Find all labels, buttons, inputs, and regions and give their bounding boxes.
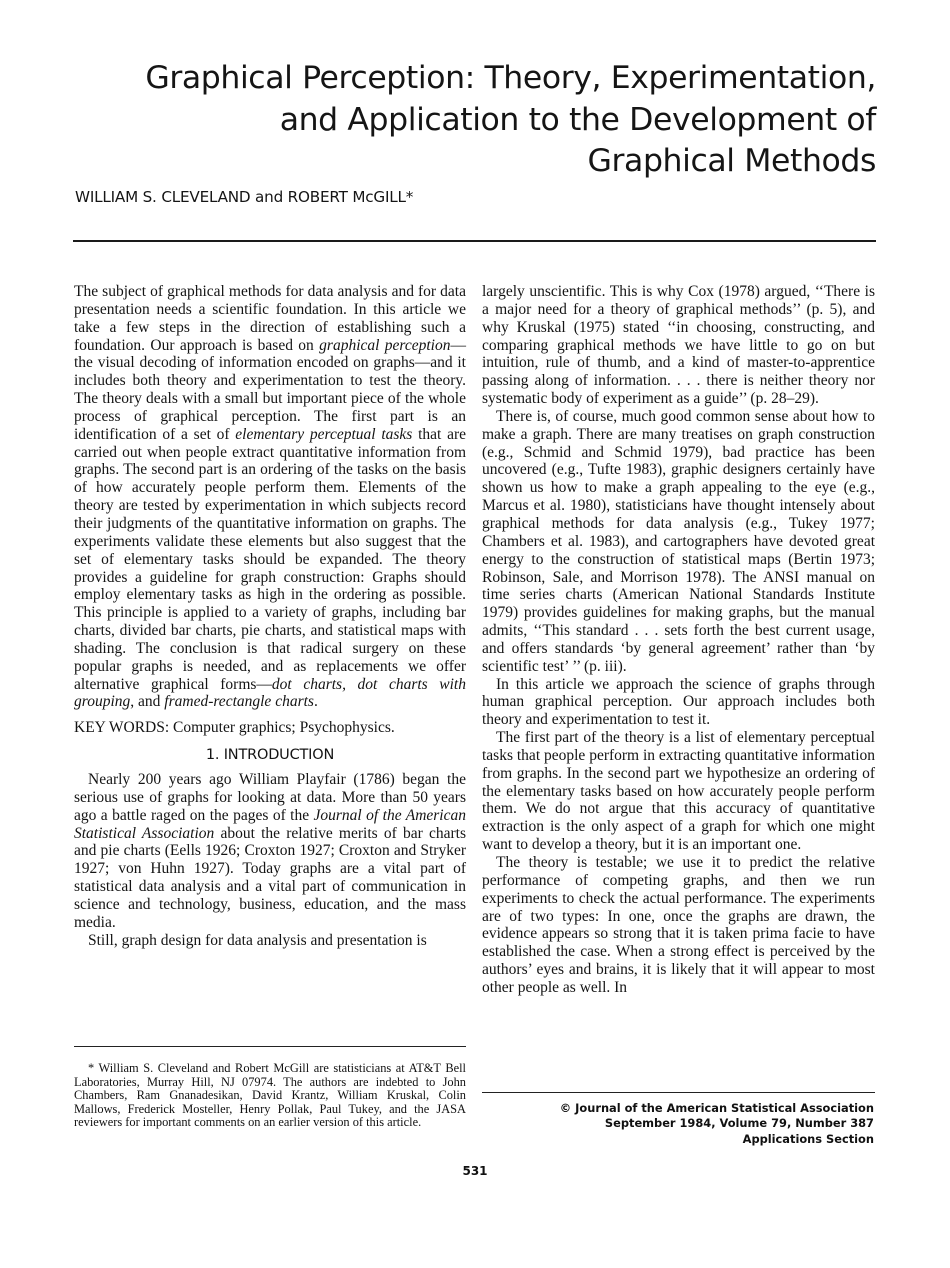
- title-line-3: Graphical Methods: [587, 143, 876, 179]
- journal-rule: [482, 1092, 875, 1093]
- footnote-rule: [74, 1046, 466, 1047]
- intro-paragraph-1: Nearly 200 years ago William Playfair (1786) began the serious use of graphs for looking at data. More than 50 years ago a battle raged on the pages of the Journal of the American Statistical Association about the relative merits of bar charts and pie charts (Eells 1926; Croxton 1927; Croxton and Stryker 1927; von Huhn 1927). Today graphs are a vital part of statistical data analysis and a vital part of communication in science and technology, business, education, and the mass media.: [74, 771, 466, 931]
- right-paragraph-4: The theory is testable; we use it to predict the relative performance of competing graphs, and then we run experiments to check the actual performance. The experiments are of two types: In one, once the graphs are drawn, the evidence appears so strong that it is taken prima facie to have established the case. When a strong effect is perceived by the authors’ eyes and brains, it is likely that it will appear to most other people as well. In: [482, 854, 875, 996]
- section-heading-introduction: 1. INTRODUCTION: [205, 747, 335, 764]
- right-paragraph-0: largely unscientific. This is why Cox (1978) argued, ‘‘There is a major need for a theory of graphical methods’’ (p. 5), and why Kruskal (1975) stated ‘‘in choosing, constructing, and comparing graphical methods we have little to go on but intuition, rule of thumb, and a kind of master-to-apprentice passing along of information. . . . there is neither theory nor systematic body of experiment as a guide’’ (p. 28–29).: [482, 283, 875, 408]
- journal-citation: [481, 1101, 874, 1147]
- keywords: KEY WORDS: Computer graphics; Psychophysics.: [74, 719, 395, 737]
- page-number: 531: [462, 1164, 488, 1178]
- right-paragraph-1: There is, of course, much good common sense about how to make a graph. There are many treatises on graph construction (e.g., Schmid and Schmid 1979), bad practice has been uncovered (e.g., Tufte 1983), graphic designers certainly have shown us how to make a graph appealing to the eye (e.g., Marcus et al. 1980), statisticians have thought intensely about graphical methods for data analysis (e.g., Tukey 1977; Chambers et al. 1983), and cartographers have devoted great energy to the construction of statistical maps (Bertin 1973; Robinson, Sale, and Morrison 1978). The ANSI manual on time series charts (American National Standards Institute 1979) provides guidelines for making graphs, but the manual admits, ‘‘This standard . . . sets forth the best current usage, and offers standards ‘by general agreement’ rather than ‘by scientific test’ ’’ (p. iii).: [482, 407, 875, 675]
- journal-line-1: © Journal of the American Statistical Association: [559, 1101, 874, 1115]
- emphasis-elementary-tasks: elementary perceptual tasks: [235, 425, 413, 443]
- title-line-2: and Application to the Development of: [279, 101, 876, 138]
- header-rule: [73, 240, 876, 242]
- left-column: [74, 283, 466, 950]
- right-column: [482, 283, 875, 997]
- right-paragraph-3: The first part of the theory is a list of elementary perceptual tasks that people perform in extracting quantitative information from graphs. In the second part we hypothesize an ordering of the elementary tasks based on how accurately people perform them. We do not argue that this accuracy of quantitative extraction is the only aspect of a graph for which one might want to develop a theory, but it is an important one.: [482, 729, 875, 854]
- abstract-paragraph: The subject of graphical methods for data analysis and for data presentation needs a scientific foundation. In this article we take a few steps in the direction of establishing such a foundation. Our approach is based on graphical perception—the visual decoding of information encoded on graphs—and it includes both theory and experimentation to test the theory. The theory deals with a small but important piece of the whole process of graphical perception. The first part is an identification of a set of elementary perceptual tasks that are carried out when people extract quantitative information from graphs. The second part is an ordering of the tasks on the basis of how accurately people perform them. Elements of the theory are tested by experimentation in which subjects record their judgments of the quantitative information on graphs. The experiments validate these elements but also suggest that the set of elementary tasks should be expanded. The theory provides a guideline for graph construction: Graphs should employ elementary tasks as high in the ordering as possible. This principle is applied to a variety of graphs, including bar charts, divided bar charts, pie charts, and statistical maps with shading. The conclusion is that radical surgery on these popular graphs is needed, and as replacements we offer alternative graphical forms—dot charts, dot charts with grouping, and framed-rectangle charts.: [74, 283, 466, 711]
- authors-byline: WILLIAM S. CLEVELAND and ROBERT McGILL*: [75, 188, 414, 206]
- intro-paragraph-2: Still, graph design for data analysis and presentation is: [88, 931, 427, 949]
- journal-line-3: Applications Section: [742, 1131, 874, 1146]
- title-line-1: Graphical Perception: Theory, Experimentation,: [145, 60, 876, 96]
- footnote-text: * William S. Cleveland and Robert McGill are statisticians at AT&T Bell Laboratories, Murray Hill, NJ 07974. The authors are indebted to John Chambers, Ram Gnanadesikan, David Krantz, William Kruskal, Colin Mallows, Frederick Mosteller, Henry Pollak, Paul Tukey, and the JASA reviewers for important comments on an earlier version of this article.: [74, 1061, 466, 1130]
- article-title: [76, 58, 876, 183]
- author-footnote: [74, 1062, 466, 1130]
- emphasis-framed-rectangle: framed-rectangle charts: [164, 693, 314, 711]
- emphasis-graphical-perception: graphical perception: [319, 336, 451, 354]
- emphasis-journal-name: Journal of the American Statistical Association: [74, 806, 466, 842]
- right-paragraph-2: In this article we approach the science of graphs through human graphical perception. Our approach includes both theory and experimentation to test it.: [482, 675, 875, 729]
- emphasis-chart-forms: dot charts, dot charts with grouping: [74, 675, 466, 711]
- journal-line-2: September 1984, Volume 79, Number 387: [604, 1116, 874, 1131]
